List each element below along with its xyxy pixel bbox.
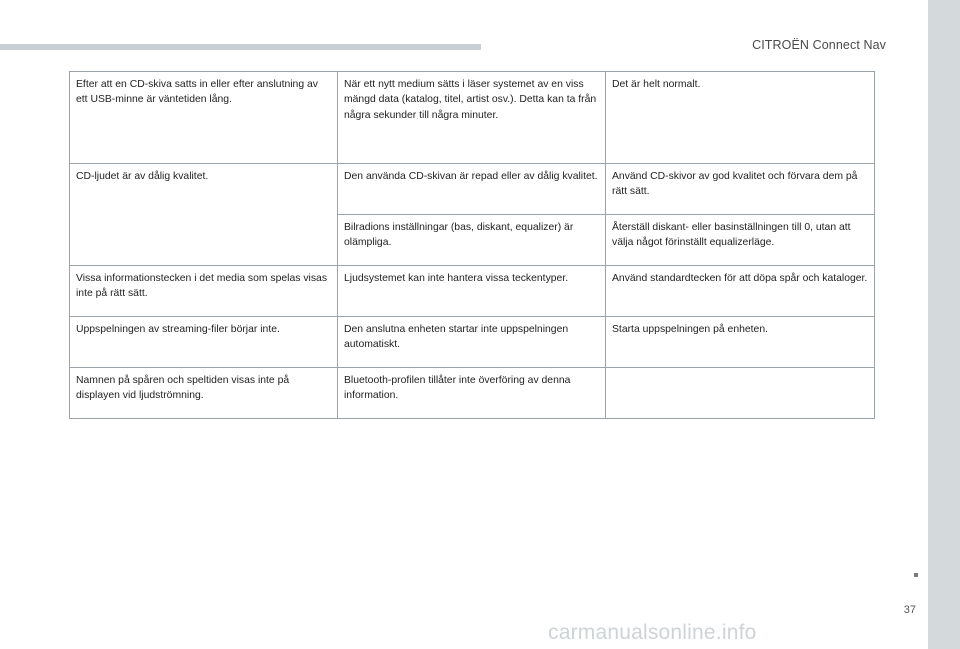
page-marker [914, 573, 918, 577]
solution-cell: Återställ diskant- eller basinställningen till 0, utan att välja något förinställt equalizerläge. [606, 215, 875, 266]
cause-cell: Bluetooth-profilen tillåter inte överföring av denna information. [338, 368, 606, 419]
table-row [70, 368, 875, 419]
cause-cell: Den använda CD-skivan är repad eller av dålig kvalitet. [338, 164, 606, 215]
problem-cell: Uppspelningen av streaming-filer börjar inte. [70, 317, 338, 368]
solution-cell [606, 368, 875, 419]
cause-cell: Bilradions inställningar (bas, diskant, equalizer) är olämpliga. [338, 215, 606, 266]
cause-cell: När ett nytt medium sätts i läser systemet av en viss mängd data (katalog, titel, artist osv.). Detta kan ta från några sekunder till några minuter. [338, 72, 606, 164]
cause-cell: Den anslutna enheten startar inte uppspelningen automatiskt. [338, 317, 606, 368]
problem-cell: Vissa informationstecken i det media som spelas visas inte på rätt sätt. [70, 266, 338, 317]
solution-cell: Starta uppspelningen på enheten. [606, 317, 875, 368]
troubleshooting-table [69, 71, 875, 419]
problem-cell: CD-ljudet är av dålig kvalitet. [70, 164, 338, 266]
problem-cell: Efter att en CD-skiva satts in eller efter anslutning av ett USB-minne är väntetiden lång. [70, 72, 338, 164]
solution-cell: Använd CD-skivor av god kvalitet och förvara dem på rätt sätt. [606, 164, 875, 215]
table-row [70, 266, 875, 317]
page-edge-band [928, 0, 960, 649]
table-row [70, 317, 875, 368]
solution-cell: Det är helt normalt. [606, 72, 875, 164]
header-rule [0, 44, 481, 50]
header-title: CITROËN Connect Nav [752, 38, 886, 52]
solution-cell: Använd standardtecken för att döpa spår och kataloger. [606, 266, 875, 317]
cause-cell: Ljudsystemet kan inte hantera vissa teckentyper. [338, 266, 606, 317]
problem-cell: Namnen på spåren och speltiden visas inte på displayen vid ljudströmning. [70, 368, 338, 419]
watermark: carmanualsonline.info [548, 621, 757, 644]
table-row [70, 164, 875, 215]
table-row [70, 72, 875, 164]
page-number: 37 [903, 604, 916, 616]
